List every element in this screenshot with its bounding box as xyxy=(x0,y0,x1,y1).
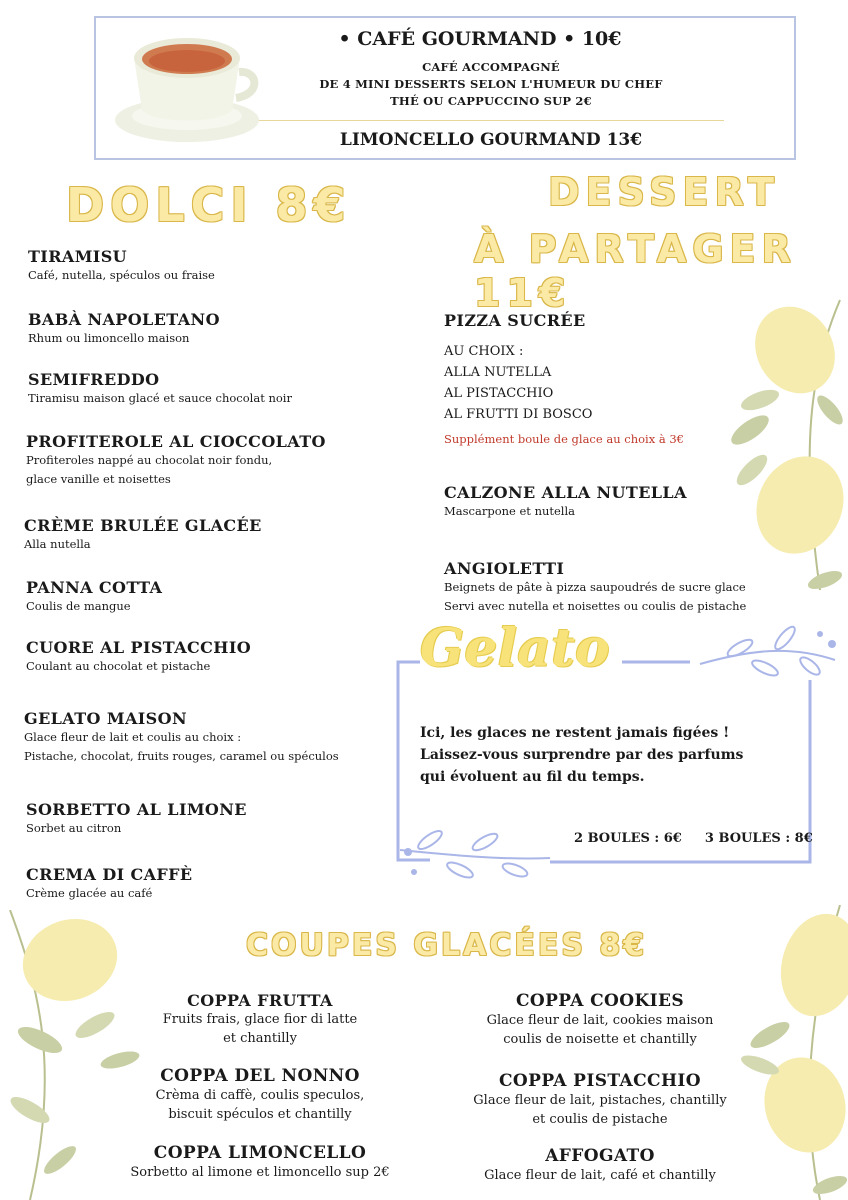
item-desc: coulis de noisette et chantilly xyxy=(503,1032,697,1047)
item-name: PANNA COTTA xyxy=(26,578,163,597)
coupe-item xyxy=(440,1146,760,1185)
gelato-text-line: Ici, les glaces ne restent jamais figées ! xyxy=(420,725,730,741)
dessert-heading-line-2: À PARTAGER 11€ xyxy=(474,227,797,315)
dolci-item xyxy=(28,247,215,285)
item-name: TIRAMISU xyxy=(28,247,128,266)
choice-line: AL FRUTTI DI BOSCO xyxy=(444,407,593,422)
item-name: COPPA PISTACCHIO xyxy=(499,1071,701,1091)
dessert-heading-line-1: DESSERT xyxy=(548,170,780,214)
coupe-item xyxy=(440,1071,760,1129)
item-desc: biscuit spéculos et chantilly xyxy=(168,1107,352,1122)
item-desc: Fruits frais, glace fior di latte xyxy=(162,1012,358,1027)
item-name: COPPA DEL NONNO xyxy=(160,1066,360,1086)
angioletti-item xyxy=(444,559,746,616)
item-desc: Pistache, chocolat, fruits rouges, caramel ou spéculos xyxy=(24,749,339,763)
item-desc: et chantilly xyxy=(223,1031,297,1046)
item-desc: et coulis de pistache xyxy=(532,1112,668,1127)
item-desc: Profiteroles nappé au chocolat noir fondu, xyxy=(26,453,273,467)
cafe-gourmand-title: • CAFÉ GOURMAND • 10€ xyxy=(338,28,622,50)
item-desc: Rhum ou limoncello maison xyxy=(28,331,190,345)
choice-line: AU CHOIX : xyxy=(444,344,524,359)
item-name: PROFITEROLE AL CIOCCOLATO xyxy=(26,432,326,451)
item-name: GELATO MAISON xyxy=(24,709,187,728)
dolci-item xyxy=(24,709,339,766)
dolci-item xyxy=(26,638,251,676)
divider xyxy=(254,120,724,121)
coffee-cup-icon xyxy=(112,28,262,146)
item-desc: glace vanille et noisettes xyxy=(26,472,171,486)
coupes-heading: COUPES GLACÉES 8€ xyxy=(246,928,648,963)
dolci-item xyxy=(26,578,162,616)
gelato-text-line: Laissez-vous surprendre par des parfums xyxy=(420,747,744,763)
gelato-text-line: qui évoluent au fil du temps. xyxy=(420,769,645,785)
dolci-item xyxy=(28,370,292,408)
limoncello-gourmand-title: LIMONCELLO GOURMAND 13€ xyxy=(339,130,643,150)
coupe-item xyxy=(100,991,420,1048)
coupe-item xyxy=(100,1143,420,1182)
item-name: AFFOGATO xyxy=(545,1146,655,1166)
item-desc: Café, nutella, spéculos ou fraise xyxy=(28,268,215,282)
gelato-text xyxy=(420,722,743,788)
item-name: PIZZA SUCRÉE xyxy=(444,311,586,330)
cafe-gourmand-line-3: THÉ OU CAPPUCCINO SUP 2€ xyxy=(390,94,592,108)
item-name: COPPA LIMONCELLO xyxy=(153,1143,367,1163)
pizza-sucree-item xyxy=(444,311,684,449)
item-name: SEMIFREDDO xyxy=(28,370,160,389)
item-desc: Sorbetto al limone et limoncello sup 2€ xyxy=(130,1165,390,1180)
item-name: ANGIOLETTI xyxy=(444,559,565,578)
item-desc: Glace fleur de lait, pistaches, chantilly xyxy=(473,1093,727,1108)
dolci-item xyxy=(28,310,220,348)
item-name: SORBETTO AL LIMONE xyxy=(26,800,247,819)
item-desc: Crèma di caffè, coulis speculos, xyxy=(155,1088,365,1103)
coupe-item xyxy=(100,1066,420,1124)
item-desc: Alla nutella xyxy=(24,537,91,551)
choice-line: ALLA NUTELLA xyxy=(444,365,552,380)
supplement-note: Supplément boule de glace au choix à 3€ xyxy=(444,432,684,446)
item-desc: Sorbet au citron xyxy=(26,821,122,835)
item-name: CUORE AL PISTACCHIO xyxy=(26,638,252,657)
item-name: CRÈME BRULÉE GLACÉE xyxy=(24,516,262,535)
item-desc: Coulant au chocolat et pistache xyxy=(26,659,211,673)
price-3-boules: 3 BOULES : 8€ xyxy=(704,831,813,846)
dolci-heading: DOLCI 8€ xyxy=(66,178,352,232)
dolci-item xyxy=(26,432,326,489)
dolci-item xyxy=(24,516,262,554)
item-desc: Mascarpone et nutella xyxy=(444,504,576,518)
item-name: CREMA DI CAFFÈ xyxy=(26,865,193,884)
item-desc: Glace fleur de lait et coulis au choix : xyxy=(24,730,242,744)
item-name: BABÀ NAPOLETANO xyxy=(28,310,220,329)
dolci-item xyxy=(26,865,193,903)
item-desc: Coulis de mangue xyxy=(26,599,131,613)
item-desc: Crème glacée au café xyxy=(26,886,153,900)
calzone-item xyxy=(444,483,687,521)
item-desc: Tiramisu maison glacé et sauce chocolat noir xyxy=(28,391,292,405)
item-name: CALZONE ALLA NUTELLA xyxy=(444,483,687,502)
gelato-prices xyxy=(574,831,813,846)
gelato-title: Gelato xyxy=(420,618,610,679)
price-2-boules: 2 BOULES : 6€ xyxy=(574,831,682,846)
cafe-gourmand-line-2: DE 4 MINI DESSERTS SELON L'HUMEUR DU CHEF xyxy=(319,77,663,91)
dolci-item xyxy=(26,800,247,838)
item-name: COPPA COOKIES xyxy=(515,991,685,1011)
lemon-leaves-decoration-right xyxy=(690,290,848,600)
item-desc: Glace fleur de lait, cookies maison xyxy=(486,1013,714,1028)
item-desc: Beignets de pâte à pizza saupoudrés de sucre glace xyxy=(444,580,746,594)
item-desc: Servi avec nutella et noisettes ou coulis de pistache xyxy=(444,599,747,613)
choice-line: AL PISTACCHIO xyxy=(444,386,554,401)
item-name: COPPA FRUTTA xyxy=(187,991,333,1010)
item-desc: Glace fleur de lait, café et chantilly xyxy=(484,1168,716,1183)
cafe-gourmand-line-1: CAFÉ ACCOMPAGNÉ xyxy=(422,60,560,74)
coupe-item xyxy=(440,991,760,1049)
